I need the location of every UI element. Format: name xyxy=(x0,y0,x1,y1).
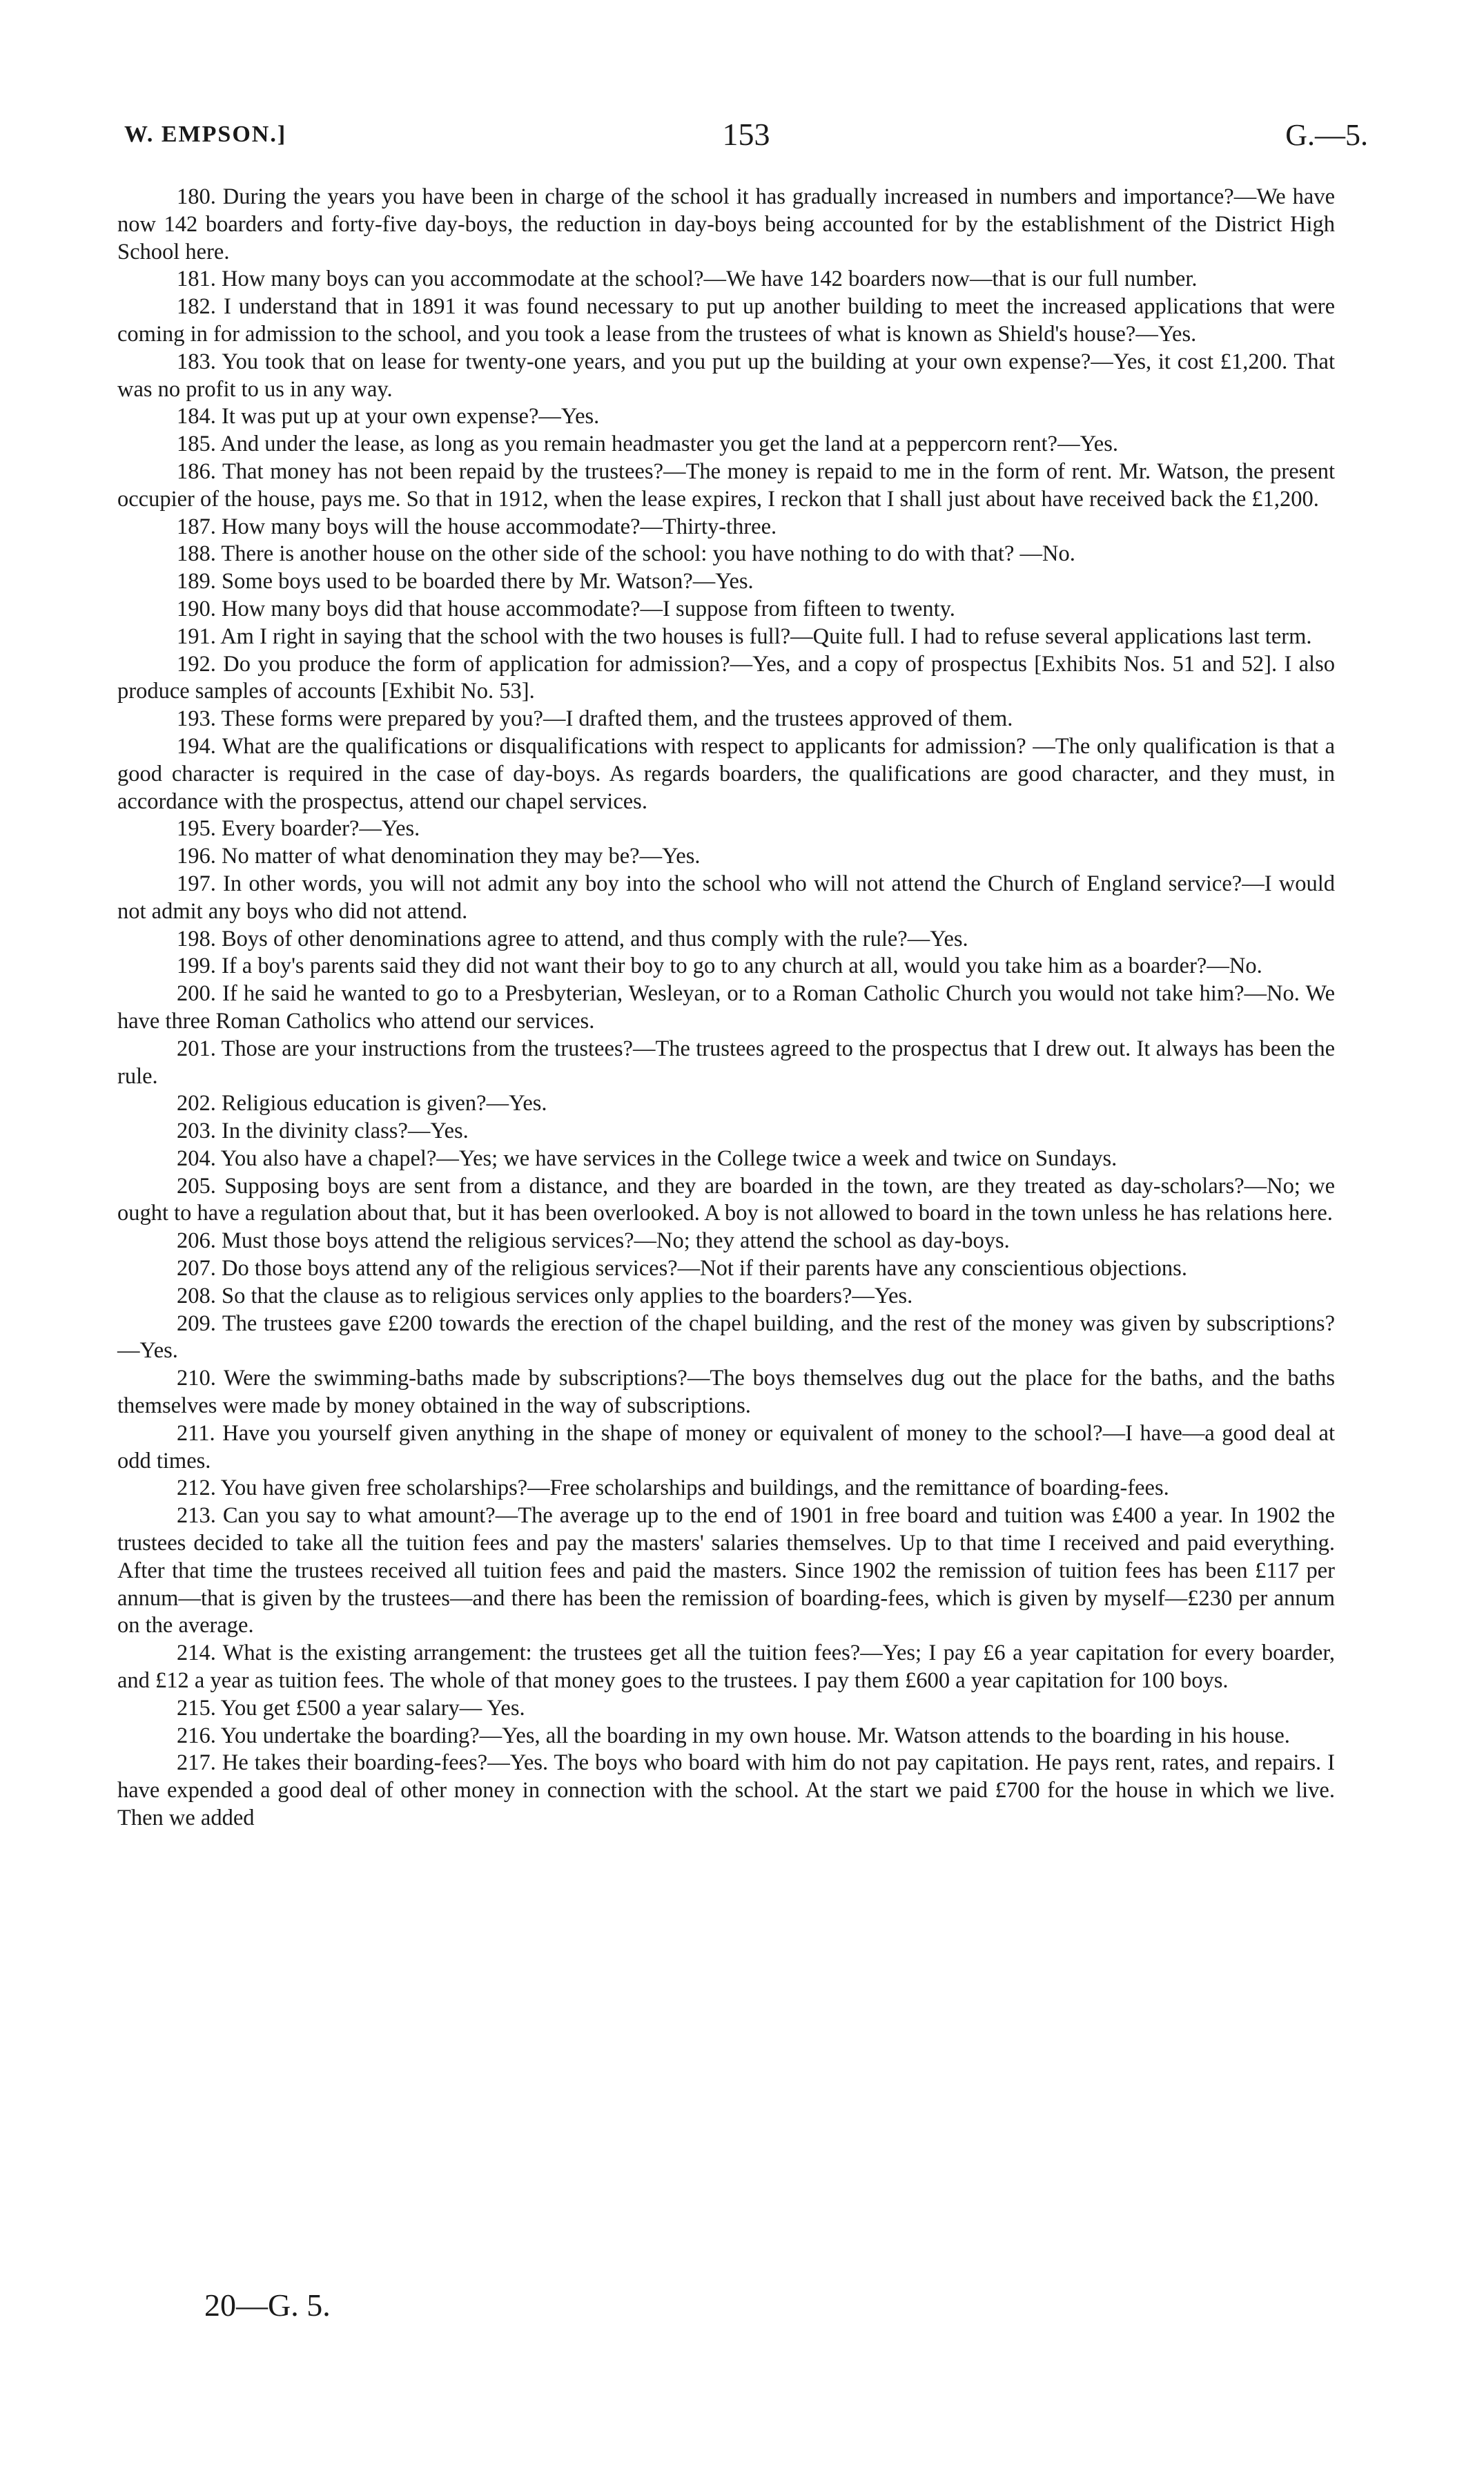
testimony-paragraph: 204. You also have a chapel?—Yes; we have services in the College twice a week and twice on Sundays. xyxy=(177,1145,1117,1171)
testimony-paragraph: 216. You undertake the boarding?—Yes, all the boarding in my own house. Mr. Watson attends to the boarding in his house. xyxy=(177,1723,1290,1748)
testimony-paragraph: 203. In the divinity class?—Yes. xyxy=(177,1119,469,1144)
testimony-paragraph: 209. The trustees gave £200 towards the erection of the chapel building, and the rest of the money was given by subscriptions?—Yes. xyxy=(117,1310,1335,1364)
testimony-paragraph: 196. No matter of what denomination they may be?—Yes. xyxy=(177,844,701,869)
testimony-paragraph: 205. Supposing boys are sent from a distance, and they are boarded in the town, are they treated as day-scholars?—No; we ought to have a regulation about that, but it has been overlooked. A boy is not allowed to board in the town unless he has relations here. xyxy=(117,1173,1335,1226)
testimony-paragraph: 198. Boys of other denominations agree to attend, and thus comply with the rule?—Yes. xyxy=(177,926,968,951)
testimony-paragraph: 182. I understand that in 1891 it was found necessary to put up another building to meet the increased applications that were coming in for admission to the school, and you took a lease from the trustees of what is known as Shield's house?—Yes. xyxy=(117,294,1335,347)
testimony-paragraph: 187. How many boys will the house accommodate?—Thirty-three. xyxy=(177,514,777,539)
testimony-paragraph: 199. If a boy's parents said they did not want their boy to go to any church at all, would you take him as a boarder?—No. xyxy=(177,954,1262,979)
testimony-paragraph: 191. Am I right in saying that the school with the two houses is full?—Quite full. I had to refuse several applications last term. xyxy=(177,623,1312,649)
testimony-paragraph: 202. Religious education is given?—Yes. xyxy=(177,1091,547,1116)
testimony-paragraph: 194. What are the qualifications or disqualifications with respect to applicants for admission? —The only qualification is that a good character is required in the case of day-boys. As regards boarders, the qualifications are good character, and they must, in accordance with the prospectus, attend our chapel services. xyxy=(117,733,1335,814)
testimony-paragraph: 207. Do those boys attend any of the religious services?—Not if their parents have any conscientious objections. xyxy=(177,1256,1187,1281)
testimony-paragraph: 201. Those are your instructions from the trustees?—The trustees agreed to the prospectus that I drew out. It always has been the rule. xyxy=(117,1036,1335,1089)
page-number: 153 xyxy=(722,117,770,152)
testimony-paragraph: 200. If he said he wanted to go to a Presbyterian, Wesleyan, or to a Roman Catholic Church you would not take him?—No. We have three Roman Catholics who attend our services. xyxy=(117,981,1335,1034)
testimony-paragraph: 212. You have given free scholarships?—Free scholarships and buildings, and the remittance of boarding-fees. xyxy=(177,1475,1169,1501)
testimony-paragraph: 185. And under the lease, as long as you remain headmaster you get the land at a peppercorn rent?—Yes. xyxy=(177,432,1119,457)
testimony-paragraph: 197. In other words, you will not admit any boy into the school who will not attend the Church of England service?—I would not admit any boys who did not attend. xyxy=(117,871,1335,924)
testimony-paragraph: 181. How many boys can you accommodate at the school?—We have 142 boarders now—that is our full number. xyxy=(177,267,1198,292)
testimony-paragraph: 208. So that the clause as to religious services only applies to the boarders?—Yes. xyxy=(177,1283,913,1308)
testimony-paragraph: 188. There is another house on the other side of the school: you have nothing to do with that? —No. xyxy=(177,541,1075,567)
testimony-body xyxy=(117,184,1335,1832)
testimony-paragraph: 180. During the years you have been in charge of the school it has gradually increased in numbers and importance?—We have now 142 boarders and forty-five day-boys, the reduction in day-boys being accounted for by the establishment of the District High School here. xyxy=(117,184,1335,264)
testimony-paragraph: 215. You get £500 a year salary— Yes. xyxy=(177,1695,525,1721)
testimony-paragraph: 193. These forms were prepared by you?—I drafted them, and the trustees approved of them. xyxy=(177,706,1013,732)
testimony-paragraph: 195. Every boarder?—Yes. xyxy=(177,816,420,842)
testimony-paragraph: 189. Some boys used to be boarded there by Mr. Watson?—Yes. xyxy=(177,569,754,594)
testimony-paragraph: 217. He takes their boarding-fees?—Yes. The boys who board with him do not pay capitation. He pays rent, rates, and repairs. I have expended a good deal of other money in connection with the school. At the start we paid £700 for the house in which we live. Then we added xyxy=(117,1750,1335,1831)
testimony-paragraph: 206. Must those boys attend the religious services?—No; they attend the school as day-boys. xyxy=(177,1228,1010,1254)
witness-name: W. EMPSON.] xyxy=(124,122,287,147)
page-header xyxy=(124,116,1368,157)
testimony-paragraph: 190. How many boys did that house accommodate?—I suppose from fifteen to twenty. xyxy=(177,596,955,621)
testimony-paragraph: 183. You took that on lease for twenty-one years, and you put up the building at your own expense?—Yes, it cost £1,200. That was no profit to us in any way. xyxy=(117,349,1335,402)
testimony-paragraph: 210. Were the swimming-baths made by subscriptions?—The boys themselves dug out the place for the baths, and the baths themselves were made by money obtained in the way of subscriptions. xyxy=(117,1366,1335,1419)
testimony-paragraph: 186. That money has not been repaid by the trustees?—The money is repaid to me in the form of rent. Mr. Watson, the present occupier of the house, pays me. So that in 1912, when the lease expires, I reckon that I shall just about have received back the £1,200. xyxy=(117,458,1335,512)
testimony-paragraph: 192. Do you produce the form of application for admission?—Yes, and a copy of prospectus [Exhibits Nos. 51 and 52]. I also produce samples of accounts [Exhibit No. 53]. xyxy=(117,651,1335,704)
testimony-paragraph: 213. Can you say to what amount?—The average up to the end of 1901 in free board and tuition was £400 a year. In 1902 the trustees decided to take all the tuition fees and pay the masters' salaries themselves. Up to that time I received and paid everything. After that time the trustees received all tuition fees and paid the masters. Since 1902 the remission of tuition fees has been £117 per annum—that is given by the trustees—and there has been the remission of boarding-fees, which is given by myself—£230 per annum on the average. xyxy=(117,1503,1335,1638)
testimony-paragraph: 211. Have you yourself given anything in the shape of money or equivalent of money to the school?—I have—a good deal at odd times. xyxy=(117,1420,1335,1473)
document-reference: G.—5. xyxy=(1285,118,1368,152)
signature-mark: 20—G. 5. xyxy=(204,2287,331,2323)
testimony-paragraph: 214. What is the existing arrangement: the trustees get all the tuition fees?—Yes; I pay £6 a year capitation for every boarder, and £12 a year as tuition fees. The whole of that money goes to the trustees. I pay them £600 a year capitation for 100 boys. xyxy=(117,1641,1335,1694)
testimony-paragraph: 184. It was put up at your own expense?—Yes. xyxy=(177,404,600,429)
